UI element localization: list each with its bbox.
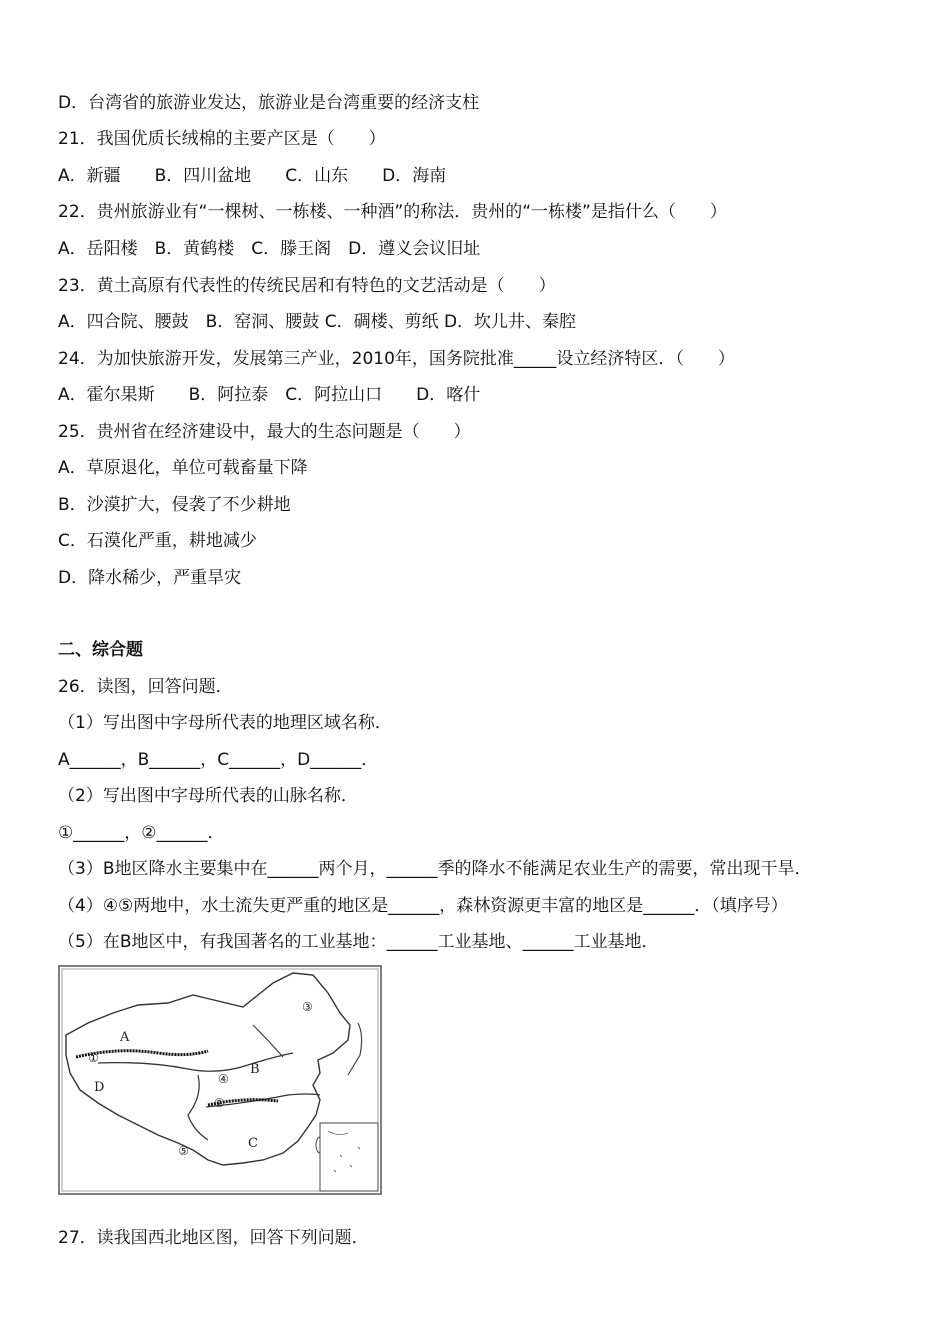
question-22: 22．贵州旅游业有“一棵树、一栋楼、一种酒”的称法．贵州的“一栋楼”是指什么（ ） <box>58 202 727 222</box>
question-27: 27．读我国西北地区图，回答下列问题． <box>58 1228 369 1248</box>
option-25-c: C．石漠化严重，耕地减少 <box>58 531 257 551</box>
map-label-a: A <box>120 1030 130 1045</box>
q26-part4: （4）④⑤两地中，水土流失更严重的地区是______，森林资源更丰富的地区是______．（填序号） <box>58 896 788 916</box>
china-region-map <box>58 965 382 1195</box>
question-23: 23．黄土高原有代表性的传统民居和有特色的文艺活动是（ ） <box>58 276 556 296</box>
options-22: A．岳阳楼 B．黄鹤楼 C．滕王阁 D．遵义会议旧址 <box>58 239 481 259</box>
question-24: 24．为加快旅游开发，发展第三产业，2010年，国务院批准_____设立经济特区．（ ） <box>58 349 735 369</box>
q26-stem: 26．读图，回答问题． <box>58 677 233 697</box>
map-number-4: ④ <box>218 1072 229 1086</box>
options-24: A．霍尔果斯 B．阿拉泰 C．阿拉山口 D．喀什 <box>58 385 481 405</box>
map-number-1: ① <box>88 1051 99 1065</box>
map-label-d: D <box>94 1080 105 1095</box>
options-23: A．四合院、腰鼓 B．窑洞、腰鼓 C．碉楼、剪纸 D．坎儿井、秦腔 <box>58 312 577 332</box>
section-title: 二、综合题 <box>58 640 143 660</box>
option-25-a: A．草原退化，单位可载畜量下降 <box>58 458 308 478</box>
q26-part5: （5）在B地区中，有我国著名的工业基地：______工业基地、______工业基地． <box>58 932 659 952</box>
map-number-3: ③ <box>302 1000 313 1014</box>
q26-part1: （1）写出图中字母所代表的地理区域名称． <box>58 713 392 733</box>
options-21: A．新疆 B．四川盆地 C．山东 D．海南 <box>58 166 447 186</box>
map-label-c: C <box>248 1136 258 1151</box>
question-25: 25．贵州省在经济建设中，最大的生态问题是（ ） <box>58 422 471 442</box>
map-number-5: ⑤ <box>178 1144 189 1158</box>
option-25-d: D．降水稀少，严重旱灾 <box>58 568 242 588</box>
map-svg <box>58 965 382 1195</box>
q26-part2-blanks: ①______，②______． <box>58 823 225 843</box>
option-25-b: B．沙漠扩大，侵袭了不少耕地 <box>58 495 291 515</box>
map-label-b: B <box>250 1062 260 1077</box>
q26-part2: （2）写出图中字母所代表的山脉名称． <box>58 786 358 806</box>
text-line: D．台湾省的旅游业发达，旅游业是台湾重要的经济支柱 <box>58 93 480 113</box>
q26-part1-blanks: A______，B______，C______，D______． <box>58 750 379 770</box>
map-number-2: ② <box>214 1096 225 1110</box>
question-21: 21．我国优质长绒棉的主要产区是（ ） <box>58 129 386 149</box>
q26-part3: （3）B地区降水主要集中在______两个月，______季的降水不能满足农业生产的需要，常出现干旱． <box>58 859 812 879</box>
